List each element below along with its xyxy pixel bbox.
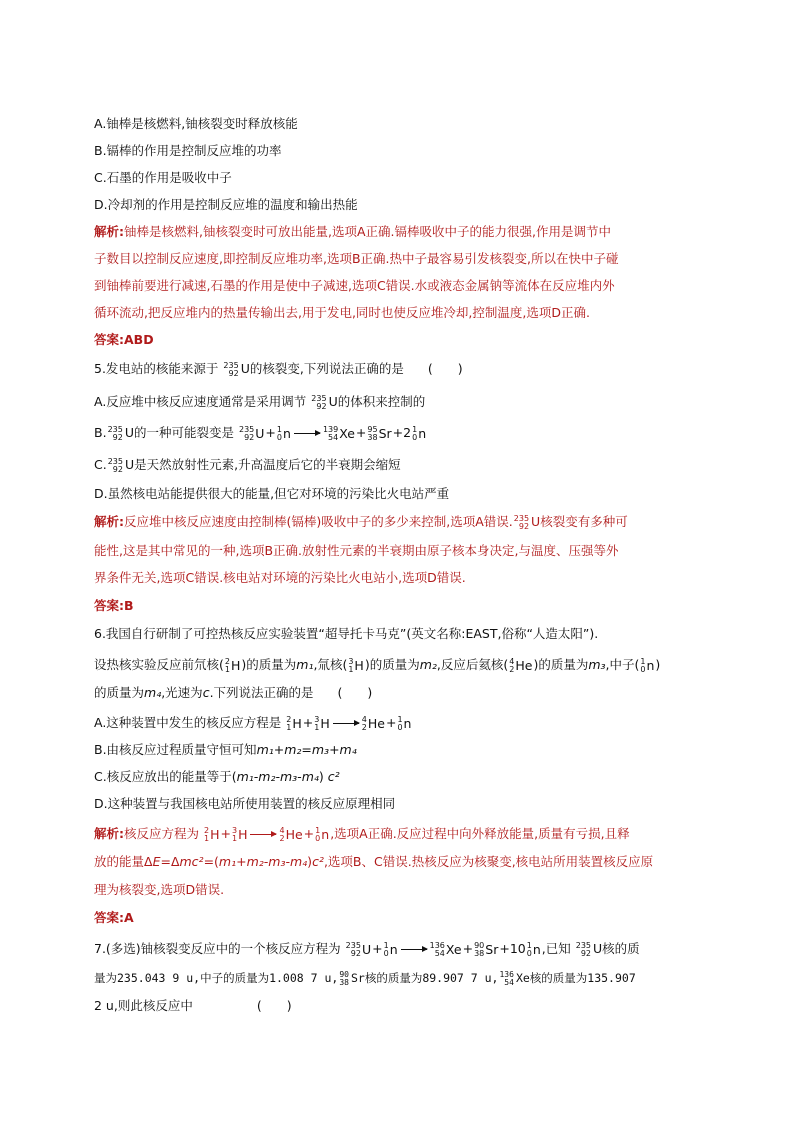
q4-explain-line-1: 解析:铀棒是核燃料,铀核裂变时可放出能量,选项A正确.镉棒吸收中子的能力很强,作用是调节中	[94, 224, 611, 239]
q5-option-b: B. 235 92 U的一种可能裂变是 235 92 U + 1 0 n 139 54 Xe + 95 38 Sr +2 1 0 n	[94, 424, 427, 442]
q7-stem-line-2: 量为235.043 9 u,中子的质量为1.008 7 u, 90 38 Sr核的质量为89.907 7 u, 136 54 Xe核的质量为135.907	[94, 969, 636, 987]
q4-option-b: B.镉棒的作用是控制反应堆的功率	[94, 143, 282, 158]
q6-stem-line-2: 设热核实验反应前氘核( 2 1 H )的质量为m₁,氚核( 3 1 H )的质量为m₂,反应后氦核( 4 2 He )的质量为m₃,中子( 1 0 n )	[94, 656, 661, 674]
q7-stem-line-1: 7.(多选)铀核裂变反应中的一个核反应方程为 235 92 U + 1 0 n 136 54 Xe + 90 38 Sr +10 1 0 n ,已知 235 92 U核的质	[94, 940, 640, 958]
q5-explain-line-1: 解析:反应堆中核反应速度由控制棒(镉棒)吸收中子的多少来控制,选项A错误. 235 92 U核裂变有多种可	[94, 513, 628, 531]
q4-option-c: C.石墨的作用是吸收中子	[94, 170, 232, 185]
q6-option-a: A.这种装置中发生的核反应方程是 2 1 H + 3 1 H 4 2 He + 1 0 n	[94, 714, 412, 732]
reaction-arrow	[294, 433, 320, 434]
answer-blank: ( )	[256, 998, 292, 1013]
answer-blank: ( )	[427, 361, 463, 376]
explain-label: 解析:	[94, 224, 124, 239]
reaction-arrow	[401, 949, 427, 950]
q6-option-d: D.这种装置与我国核电站所使用装置的核反应原理相同	[94, 796, 396, 811]
q4-option-d: D.冷却剂的作用是控制反应堆的温度和输出热能	[94, 197, 358, 212]
q6-explain-line-2: 放的能量ΔE=Δmc²=(m₁+m₂-m₃-m₄)c²,选项B、C错误.热核反应为核聚变,核电站所用装置核反应原	[94, 854, 654, 869]
q4-explain-line-4: 循环流动,把反应堆内的热量传输出去,用于发电,同时也使反应堆冷却,控制温度,选项D正确.	[94, 305, 590, 320]
answer-blank: ( )	[337, 685, 373, 700]
q6-stem-line-1: 6.我国自行研制了可控热核反应实验装置“超导托卡马克”(英文名称:EAST,俗称“人造太阳”).	[94, 626, 599, 641]
q6-explain-line-3: 理为核裂变,选项D错误.	[94, 882, 225, 897]
q6-option-c: C.核反应放出的能量等于(m₁-m₂-m₃-m₄) c²	[94, 769, 340, 784]
q6-answer: 答案:A	[94, 910, 134, 925]
reaction-arrow	[333, 723, 359, 724]
q4-explain-line-2: 子数目以控制反应速度,即控制反应堆功率,选项B正确.热中子最容易引发核裂变,所以在快中子碰	[94, 251, 619, 266]
q5-stem: 5.发电站的核能来源于 235 92 U的核裂变,下列说法正确的是 ( )	[94, 360, 463, 378]
q6-option-b: B.由核反应过程质量守恒可知m₁+m₂=m₃+m₄	[94, 742, 357, 757]
isotope-u235: 235 92	[223, 360, 239, 378]
q7-stem-line-3: 2 u,则此核反应中 ( )	[94, 998, 292, 1013]
q4-answer: 答案:ABD	[94, 332, 154, 347]
q5-explain-line-3: 界条件无关,选项C错误.核电站对环境的污染比火电站小,选项D错误.	[94, 570, 466, 585]
q5-explain-line-2: 能性,这是其中常见的一种,选项B正确.放射性元素的半衰期由原子核本身决定,与温度、压强等外	[94, 543, 619, 558]
q5-option-d: D.虽然核电站能提供很大的能量,但它对环境的污染比火电站严重	[94, 486, 450, 501]
q4-explain-line-3: 到铀棒前要进行减速,石墨的作用是使中子减速,选项C错误.水或液态金属钠等流体在反应堆内外	[94, 278, 615, 293]
q5-answer: 答案:B	[94, 598, 134, 613]
q5-option-a: A.反应堆中核反应速度通常是采用调节 235 92 U的体积来控制的	[94, 393, 426, 411]
q5-option-c: C. 235 92 U是天然放射性元素,升高温度后它的半衰期会缩短	[94, 456, 401, 474]
q6-explain-line-1: 解析:核反应方程为 2 1 H + 3 1 H 4 2 He + 1 0 n ,选项A正确.反应过程中向外释放能量,质量有亏损,且释	[94, 825, 630, 843]
q6-stem-line-3: 的质量为m₄,光速为c.下列说法正确的是 ( )	[94, 685, 373, 700]
q4-option-a: A.铀棒是核燃料,铀核裂变时释放核能	[94, 116, 298, 131]
